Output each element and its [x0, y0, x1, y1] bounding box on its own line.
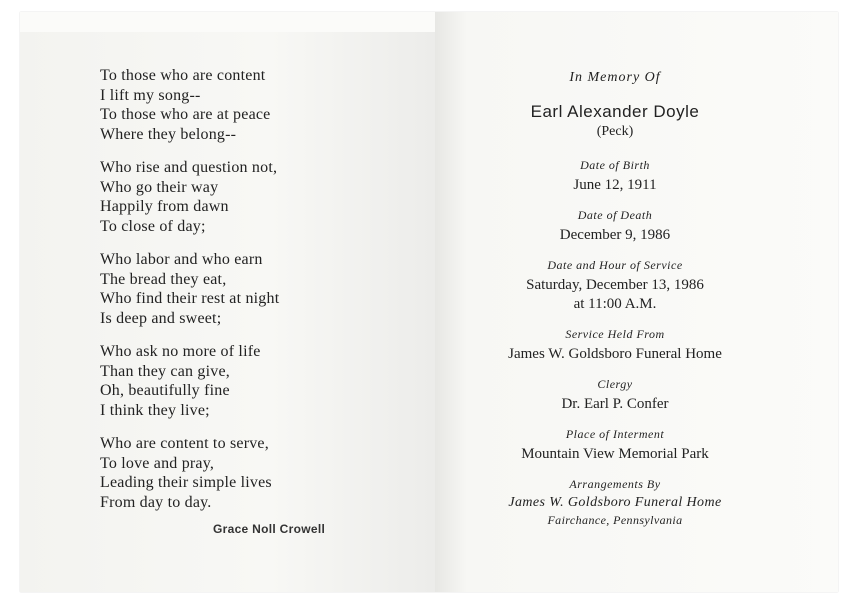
- poem-line: Who go their way: [100, 178, 219, 196]
- clergy-name: Dr. Earl P. Confer: [561, 396, 669, 412]
- birth-date: June 12, 1911: [573, 177, 657, 193]
- poem-line: Oh, beautifully fine: [100, 382, 230, 399]
- poem-line: Who are content to serve,: [100, 435, 269, 452]
- poem-line: I lift my song--: [100, 86, 201, 104]
- death-label: Date of Death: [577, 208, 653, 222]
- death-date: December 9, 1986: [559, 227, 671, 243]
- poem-line: Than they can give,: [100, 362, 230, 380]
- deceased-nickname: (Peck): [596, 124, 634, 139]
- interment-place: Mountain View Memorial Park: [521, 446, 709, 462]
- poem-stanza-3: [100, 250, 279, 328]
- poem-author: Grace Noll Crowell: [213, 522, 326, 536]
- deceased-name: Earl Alexander Doyle: [530, 102, 700, 121]
- poem-line: To those who are at peace: [100, 106, 271, 123]
- arrangements-place: Fairchance, Pennsylvania: [547, 513, 683, 527]
- poem-line: To close of day;: [100, 217, 206, 235]
- poem-stanza-4: [100, 342, 279, 420]
- poem: [100, 66, 279, 526]
- arrangements-label: Arrangements By: [569, 477, 661, 491]
- service-time: at 11:00 A.M.: [573, 296, 657, 312]
- poem-line: Who find their rest at night: [100, 290, 280, 307]
- held-label: Service Held From: [565, 327, 665, 341]
- poem-line: Is deep and sweet;: [100, 309, 222, 327]
- poem-line: To love and pray,: [100, 454, 215, 472]
- poem-line: Who ask no more of life: [100, 343, 261, 360]
- interment-label: Place of Interment: [565, 427, 665, 441]
- poem-line: To those who are content: [100, 67, 266, 84]
- birth-label: Date of Birth: [580, 158, 650, 172]
- poem-line: From day to day.: [100, 493, 212, 511]
- arrangements-name: James W. Goldsboro Funeral Home: [508, 495, 722, 510]
- poem-stanza-5: [100, 434, 279, 512]
- poem-stanza-1: [100, 66, 279, 144]
- poem-line: Happily from dawn: [100, 198, 229, 215]
- memorial-heading: In Memory Of: [569, 70, 661, 85]
- service-date: Saturday, December 13, 1986: [526, 277, 704, 293]
- clergy-label: Clergy: [597, 377, 633, 391]
- poem-line: The bread they eat,: [100, 270, 227, 288]
- poem-line: I think they live;: [100, 401, 210, 419]
- poem-stanza-2: [100, 158, 279, 236]
- held-place: James W. Goldsboro Funeral Home: [508, 346, 722, 362]
- poem-line: Who rise and question not,: [100, 159, 278, 176]
- poem-line: Where they belong--: [100, 125, 237, 143]
- poem-line: Who labor and who earn: [100, 251, 263, 268]
- poem-line: Leading their simple lives: [100, 474, 272, 491]
- memorial-details: [480, 70, 750, 528]
- service-label: Date and Hour of Service: [547, 258, 683, 272]
